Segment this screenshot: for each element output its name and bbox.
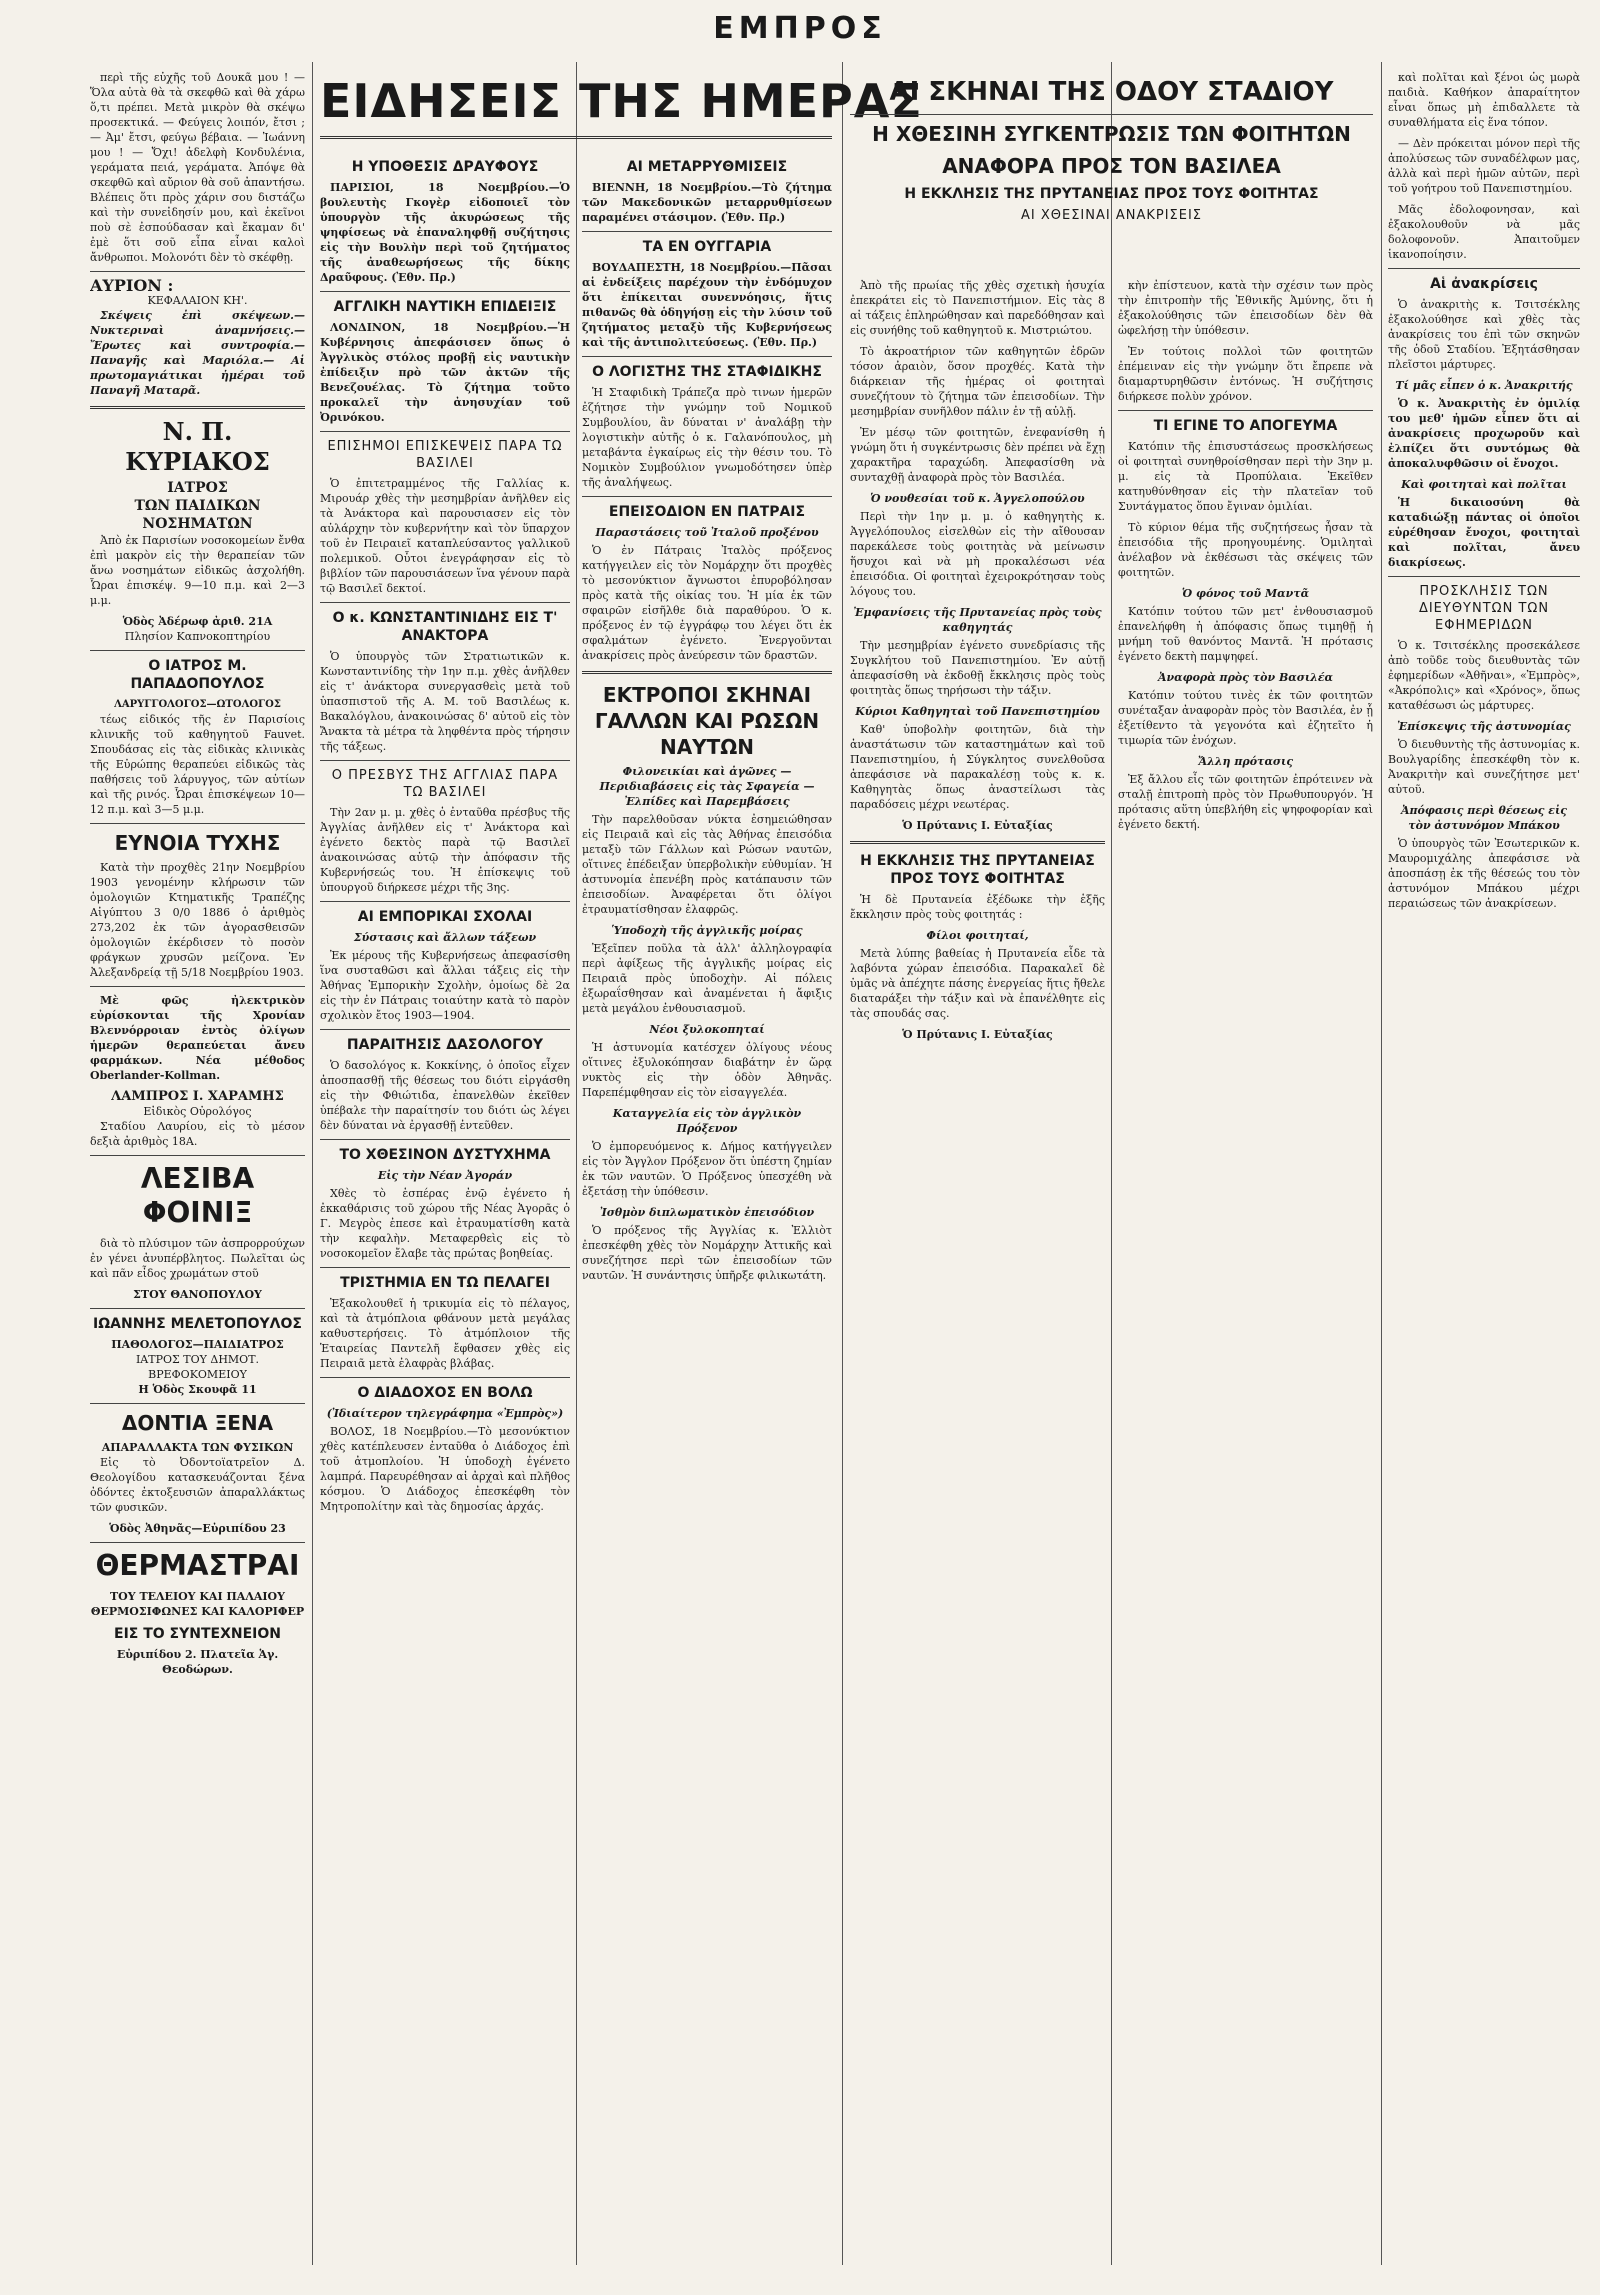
article-text: Ἡ ἀστυνομία κατέσχεν ὀλίγους νέους οἵτινες ἐξυλοκόπησαν διαβάτην ἐν ὥρᾳ νυκτὸς εἰς τὴν ὁδὸν Ἀθηνᾶς. Παρεπέμφθησαν εἰς τὸν εἰσαγγελέα. [582, 1041, 832, 1099]
article-title: ΠΑΡΑΙΤΗΣΙΣ ΔΑΣΟΛΟΓΟΥ [346, 1037, 544, 1053]
divider [320, 1377, 570, 1378]
ad-text: τέως εἰδικός τῆς ἐν Παρισίοις κλινικῆς τοῦ καθηγητοῦ Fauvet. Σπουδάσας εἰς τὰς εἰδικὰς κλινικὰς τῆς Εὐρώπης θεραπεύει εἰδικῶς τὰς παθήσεις τοῦ λάρυγγος, τῶν αὐτίων καὶ τῆς ρινός. Ὧραι ἐπισκέψεων 10—12 π.μ. καὶ 3—5 μ.μ. [90, 713, 305, 816]
article-title: ΕΠΙΣΗΜΟΙ ΕΠΙΣΚΕΨΕΙΣ ΠΑΡΑ ΤΩ ΒΑΣΙΛΕΙ [327, 439, 563, 471]
masthead-title: ΕΜΠΡΟΣ [713, 11, 887, 46]
divider [90, 406, 305, 409]
signature: Ὁ Πρύτανις Ι. Εὐταξίας [902, 1028, 1053, 1041]
divider [582, 671, 832, 674]
article-subheading: Νέοι ξυλοκοπηταί [649, 1023, 765, 1036]
divider [320, 901, 570, 902]
section-subtitle: Η ΧΘΕΣΙΝΗ ΣΥΓΚΕΝΤΡΩΣΙΣ ΤΩΝ ΦΟΙΤΗΤΩΝ [872, 122, 1351, 146]
article-subheading: Ὑποδοχὴ τῆς ἀγγλικῆς μοίρας [611, 924, 803, 937]
divider [1388, 576, 1580, 577]
article-text: Ὁ ἀνακριτὴς κ. Τσιτσέκλης ἐξακολούθησε καὶ χθὲς τὰς ἀνακρίσεις του ἐπὶ τῶν σκηνῶν τῆς ὁδοῦ Σταδίου. Ἐξητάσθησαν πλεῖστοι μάρτυρες. [1388, 298, 1580, 371]
article-text: Ὁ ἐπιτετραμμένος τῆς Γαλλίας κ. Μιρουάρ χθὲς τὴν μεσημβρίαν ἀνῆλθεν εἰς τὰ Ἀνάκτορα καὶ παρουσιασεν εἰς τὸν αὐλάρχην τὸν κυβερνήτην καὶ τὸν ὕπαρχον τοῦ ἐν Πειραιεῖ καταπλεύσαντος γαλλικοῦ πολεμικοῦ. Οὗτοι ἐνεγράφησαν εἰς τὸ βιβλίον τῶν παρουσιάσεων ἵνα γένουν παρὰ τῷ Βασιλεῖ δεκτοί. [320, 477, 570, 595]
article-text: Ὁ κ. Τσιτσέκλης προσεκάλεσε ἀπὸ τοῦδε τοὺς διευθυντὰς τῶν ἐφημερίδων «Ἀθῆναι», «Ἐμπρὸς», «Ἀκρόπολις» καὶ «Χρόνος», ὅπως καταθέσωσι ὡς μάρτυρες. [1388, 639, 1580, 712]
column-stadiou-2 [1118, 278, 1373, 2265]
article-text: Καθ' ὑποβολὴν φοιτητῶν, διὰ τὴν ἀναστάτωσιν τῶν καταστημάτων καὶ τοῦ Πανεπιστημίου, ἡ Σύγκλητος συνελθοῦσα ἀπεφάσισε νὰ παρακαλέσῃ τοὺς κ. κ. Καθηγητὰς ὅπως ἀναστείλωσι τὰς παραδόσεις μέχρι νεωτέρας. [850, 723, 1105, 811]
article-title: Η ΕΚΚΛΗΣΙΣ ΤΗΣ ΠΡΥΤΑΝΕΙΑΣ ΠΡΟΣ ΤΟΥΣ ΦΟΙΤΗΤΑΣ [860, 853, 1095, 887]
article-title: ΤΙ ΕΓΙΝΕ ΤΟ ΑΠΟΓΕΥΜΑ [1153, 418, 1338, 434]
article-text: Ἐξεῖπεν ποῦλα τὰ ἀλλ' ἀλληλογραφία περὶ ἀφίξεως τῆς ἀγγλικῆς μοίρας εἰς Πειραιᾶ πρὸς ὑποδοχὴν. Αἱ πόλεις ἐξωραΐσθησαν καὶ ἀναμένεται ἡ ἄφιξις μετὰ μεγάλου ἐνθουσιασμοῦ. [582, 942, 832, 1015]
ad-address: Ὁδὸς Ἀθηνᾶς—Εὐριπίδου 23 [109, 1522, 286, 1535]
ad-text: Εἰς τὸ Ὀδοντοϊατρεῖον Δ. Θεολογίδου κατασκευάζονται ξένα ὀδόντες ἐκτοξευσιῶν ἀπαραλλάκτως τῶν φυσικῶν. [90, 1456, 305, 1514]
article-title: Ο ΔΙΑΔΟΧΟΣ ΕΝ ΒΟΛΩ [357, 1385, 533, 1401]
ad-title: ΔΟΝΤΙΑ ΞΕΝΑ [121, 1411, 274, 1435]
article-text: Ἡ δὲ Πρυτανεία ἐξέδωκε τὴν ἑξῆς ἔκκλησιν πρὸς τοὺς φοιτητάς : [850, 893, 1105, 921]
divider [90, 986, 305, 987]
article-title: ΕΚΤΡΟΠΟΙ ΣΚΗΝΑΙ ΓΑΛΛΩΝ ΚΑΙ ΡΩΣΩΝ ΝΑΥΤΩΝ [594, 683, 820, 759]
signature: Ὁ Πρύτανις Ι. Εὐταξίας [902, 819, 1053, 832]
article-text: ΠΑΡΙΣΙΟΙ, 18 Νοεμβρίου.—Ὁ βουλευτὴς Γκογὲρ εἰδοποιεῖ τὸν ὑπουργὸν τῆς ἀκυρώσεως τῆς ψηφίσεως νὰ ἐπαναληφθῇ συζήτησις εἰς τὴν Βουλὴν περὶ τοῦ ζητήματος τῆς ἀναθεωρήσεως τῆς δίκης Δραῦφους. (Ἐθν. Πρ.) [320, 181, 570, 284]
column-rule [1111, 62, 1112, 2265]
article-subheading: Ἐπίσκεψις τῆς ἀστυνομίας [1397, 720, 1571, 733]
article-title: Η ΥΠΟΘΕΣΙΣ ΔΡΑΥΦΟΥΣ [351, 159, 539, 175]
column-rule [842, 62, 843, 2265]
article-subheading: Ἀναφορὰ πρὸς τὸν Βασιλέα [1157, 671, 1334, 684]
article-text: καὶ πολῖται καὶ ξένοι ὡς μωρὰ παιδιὰ. Καθήκον ἀπαραίτητον εἶναι ὅπως μὴ ἐπιδαλλετε τὰ συναθλήματα εἰς ἕνα τόπον. [1388, 71, 1580, 129]
chapter-label: ΚΕΦΑΛΑΙΟΝ ΚΗ'. [147, 294, 248, 307]
ad-meletopoulos [90, 1315, 305, 1397]
divider [320, 602, 570, 603]
article-text: Ὁ διευθυντὴς τῆς ἀστυνομίας κ. Βουλγαρίδης ἐπεσκέφθη τὸν κ. Ἀνακριτὴν καὶ συνεζήτησε μετ' αὐτοῦ. [1388, 738, 1580, 796]
divider [320, 136, 832, 139]
ad-lesiva [90, 1162, 305, 1302]
divider [320, 431, 570, 432]
divider [582, 356, 832, 357]
article-text: ΒΟΛΟΣ, 18 Νοεμβρίου.—Τὸ μεσονύκτιον χθὲς κατέπλευσεν ἐνταῦθα ὁ Διάδοχος ἐπὶ τοῦ ἀτμοπλοίου. Ἡ ὑποδοχὴ ἐγένετο λαμπρά. Παρευρέθησαν αἱ ἀρχαὶ καὶ πλῆθος κόσμου. Ὁ Διάδοχος ἐπεσκέφθη τὸν Μητροπολίτην καὶ τὰς δημοσίας ἀρχάς. [320, 1425, 570, 1513]
divider [90, 1403, 305, 1404]
stadiou-header [850, 70, 1373, 228]
divider [90, 271, 305, 272]
article-text: Περὶ τὴν 1ην μ. μ. ὁ καθηγητὴς κ. Ἀγγελόπουλος εἰσελθὼν εἰς τὴν αἴθουσαν παρεκάλεσε τοὺς φοιτητὰς νὰ μείνωσιν ἥσυχοι καὶ νὰ μὴ προκαλέσωσι νέα ἐπεισόδια. Οἱ φοιτηταὶ ἐχειροκρότησαν τοὺς λόγους του. [850, 510, 1105, 598]
lottery-article [90, 830, 305, 980]
article-text: Τὸ κύριον θέμα τῆς συζητήσεως ἦσαν τὰ ἐπεισόδια τῆς προηγουμένης. Ὁμιληταὶ ἀνέλαβον νὰ ἐκθέσωσι τὰς σκέψεις τῶν φοιτητῶν. [1118, 521, 1373, 579]
article-title: Ο ΛΟΓΙΣΤΗΣ ΤΗΣ ΣΤΑΦΙΔΙΚΗΣ [592, 364, 822, 380]
section-title: ΑΙ ΣΚΗΝΑΙ ΤΗΣ ΟΔΟΥ ΣΤΑΔΙΟΥ [889, 77, 1334, 107]
article-text: Ἀπὸ τῆς πρωίας τῆς χθὲς σχετικὴ ἡσυχία ἐπεκράτει εἰς τὸ Πανεπιστήμιον. Εἰς τὰς 8 αἱ τάξεις ἐπληρώθησαν καὶ παρεδόθησαν καὶ εἰς συνήθης τοῦ καθηγητοῦ κ. Μιστριώτου. [850, 279, 1105, 337]
ad-dontia [90, 1410, 305, 1536]
article-title: Αἱ ἀνακρίσεις [1430, 276, 1538, 292]
ad-subtitle-2: ΙΑΤΡΟΣ ΤΟΥ ΔΗΜΟΤ. ΒΡΕΦΟΚΟΜΕΙΟΥ [135, 1353, 260, 1381]
divider [90, 1155, 305, 1156]
article-subheading: Ὁ φόνος τοῦ Μαντᾶ [1181, 587, 1310, 600]
article-title: ΤΡΙΣΤΗΜΙΑ ΕΝ ΤΩ ΠΕΛΑΓΕΙ [340, 1275, 550, 1291]
article-text: ΛΟΝΔΙΝΟΝ, 18 Νοεμβρίου.—Ἡ Κυβέρνησις ἀπεφάσισεν ὅπως ὁ Ἀγγλικὸς στόλος προβῇ εἰς ναυτικὴν ἐπίδειξιν πρὸ τῶν ἀκτῶν τῆς Βενεζουέλας. Τὸ ζήτημα τοῦτο προκαλεῖ τὴν ἀνησυχίαν τοῦ Ὀρινόκου. [320, 321, 570, 424]
ad-title: ΛΕΣΙΒΑ ΦΟΙΝΙΞ [140, 1162, 255, 1229]
article-subheading: Ἰσθμὸν διπλωματικὸν ἐπεισόδιον [599, 1206, 815, 1219]
ad-subtitle-2: ΘΕΡΜΟΣΙΦΩΝΕΣ ΚΑΙ ΚΑΛΟΡΙΦΕΡ [90, 1605, 305, 1618]
article-subheading: Καταγγελία εἰς τὸν ἀγγλικὸν Πρόξενον [612, 1107, 802, 1135]
section-title: ΕΙΔΗΣΕΙΣ ΤΗΣ ΗΜΕΡΑΣ [320, 74, 923, 128]
column-news-1 [320, 152, 570, 2265]
ad-name: Ο ΙΑΤΡΟΣ Μ. ΠΑΠΑΔΟΠΟΥΛΟΣ [130, 658, 265, 692]
article-subheading: Ἐμφανίσεις τῆς Πρυτανείας πρὸς τοὺς καθηγητάς [853, 606, 1102, 634]
ad-kyriakos [90, 417, 305, 644]
article-text: ΒΟΥΔΑΠΕΣΤΗ, 18 Νοεμβρίου.—Πᾶσαι αἱ ἐνδείξεις παρέχουν τὴν ἐνδόμυχον ὅτι ἐπίκειται συνεννόησις, ἥτις πιθανῶς θὰ ὁδηγήσῃ εἰς τὴν λύσιν τοῦ ζητήματος μεταξὺ τῆς Κυβερνήσεως καὶ τῆς ἀντιπολιτεύσεως. (Ἐθν. Πρ.) [582, 261, 832, 349]
divider [90, 650, 305, 651]
divider [320, 291, 570, 292]
article-text: Ἐξακολουθεῖ ἡ τρικυμία εἰς τὸ πέλαγος, καὶ τὰ ἀτμόπλοια φθάνουν μετὰ μεγάλας καθυστερήσεις. Τὸ ἀτμόπλοιον τῆς Ἑταιρείας Παντελῆ ἔφθασεν χθὲς εἰς Πειραιᾶ μετὰ ἐλαφρὰς βλάβας. [320, 1297, 570, 1370]
serial-text: περὶ τῆς εὐχῆς τοῦ Δουκᾶ μου ! — Ὅλα αὐτὰ θὰ τὰ σκεφθῶ καὶ θὰ χάρω ὅ,τι πρέπει. Μετὰ μικρὸν θὰ σκέψω προσεκτικά. — Φεύγεις λοιπόν, ἔτσι ; — Ἀμ' ἔτσι, φεύγω βέβαια. — Ἰωάννη μου ! — Ὄχι! ἀδελφὴ Κονδυλένια, γεράματα πειά, γεράματα. Ἀπόψε θὰ σκεφθῶ καὶ αὔριον θὰ σοῦ ἀπαντήσω. Βλέπεις ὅτι πρὸς χάριν σου διστάζω καὶ τὴν συνεἰδησίν μου, καὶ ἐκεῖνοι ποὺ σὲ ἐσπούδασαν καὶ ἔκαμαν δι' ἐμὲ ὅτι σοῦ εἶπα εἶναι καλοὶ ἄνθρωποι. Μολονότι δὲν τὸ σκέφθῃ. [90, 71, 305, 264]
article-text: Ὁ ἐμπορευόμενος κ. Δήμος κατήγγειλεν εἰς τὸν Ἄγγλον Πρόξενον ὅτι ὑπέστη ζημίαν ἐκ τῶν ναυτῶν. Ὁ Πρόξενος ὑπεσχέθη νὰ ἐξετάσῃ τὴν ὑπόθεσιν. [582, 1140, 832, 1198]
column-stadiou-1 [850, 278, 1105, 2265]
article-text: Μετὰ λύπης βαθείας ἡ Πρυτανεία εἶδε τὰ λαβόντα χώραν ἐπεισόδια. Παρακαλεῖ δὲ ὑμᾶς νὰ ἀπέχητε πάσης ἐνεργείας ἥτις ἤθελε διαταράξει τὴν τάξιν καὶ νὰ ἐπανέλθητε εἰς τὰς σπουδάς σας. [850, 947, 1105, 1020]
article-text: Μᾶς ἐδολοφονησαν, καὶ ἐξακολουθοῦν νὰ μᾶς δολοφονοῦν. Ἀπαιτοῦμεν ἱκανοποίησιν. [1388, 203, 1580, 261]
divider [850, 114, 1373, 115]
article-title: Ο ΠΡΕΣΒΥΣ ΤΗΣ ΑΓΓΛΙΑΣ ΠΑΡΑ ΤΩ ΒΑΣΙΛΕΙ [331, 768, 559, 800]
article-text: Κατόπιν τῆς ἐπισυστάσεως προσκλήσεως οἱ φοιτηταὶ συνηθροίσθησαν περὶ τὴν 3ην μ. μ. εἰς τὰ Προπύλαια. Ἐκεῖθεν κατηυθύνθησαν εἰς τὴν πλατεῖαν τοῦ Συντάγματος ὅπου ἔγιναν ὁμιλίαι. [1118, 440, 1373, 513]
ad-address: Ὁδὸς Ἀδέρωφ ἀριθ. 21Α [122, 615, 273, 628]
article-text: Ὁ ὑπουργὸς τῶν Στρατιωτικῶν κ. Κωνσταντινίδης τὴν 1ην π.μ. χθὲς ἀνῆλθεν εἰς τ' ἀνάκτορα συνεργασθεὶς μετὰ τοῦ ὑπασπιστοῦ τῆς Α. Μ. τοῦ Βασιλέως κ. Βακαλόγλου, ἀνακοινώσας δ' αὐτοῦ εἰς τὸν Ἄνακτα τὰ μέτρα τὰ ληφθέντα πρὸς τήρησιν τῆς τάξεως. [320, 650, 570, 753]
ad-address: Η Ὁδὸς Σκουφᾶ 11 [138, 1383, 257, 1396]
ad-text: Μὲ φῶς ἠλεκτρικὸν εὐρίσκονται τῆς Χρονίαν Βλεννόρροιαν ἐντὸς ὀλίγων ἡμερῶν θεραπεύεται ἄνευ φαρμάκων. Νέα μέθοδος Oberlander-Kollman. [90, 994, 305, 1082]
article-text: Χθὲς τὸ ἑσπέρας ἐνῷ ἐγένετο ἡ ἐκκαθάρισις τοῦ χώρου τῆς Νέας Ἀγορᾶς ὁ Γ. Μεγρὸς ἐπεσε καὶ ἐτραυματίσθη κατὰ τὴν κεφαλὴν. Μεταφερθεὶς εἰς τὸ νοσοκομεῖον ἔλαβε τὰς πρώτας βοηθείας. [320, 1187, 570, 1260]
divider [582, 496, 832, 497]
column-rule [1381, 62, 1382, 2265]
ad-subtitle: ΤΩΝ ΠΑΙΔΙΚΩΝ ΝΟΣΗΜΑΤΩΝ [134, 498, 261, 532]
divider [320, 1139, 570, 1140]
divider [320, 760, 570, 761]
divider [320, 1029, 570, 1030]
article-subheading: Τί μᾶς εἶπεν ὁ κ. Ἀνακριτής [1395, 379, 1573, 392]
article-text: Ἡ Σταφιδικὴ Τράπεζα πρὸ τινων ἡμερῶν ἐζήτησε τὴν γνώμην τοῦ Νομικοῦ Συμβουλίου, ἂν δύναται ν' ἀναλάβῃ τὴν λογιστικὴν αὐτῆς ὁ κ. Γαλανόπουλος, μὴ μεταβάντα ἐγκαίρως εἰς τὴν θέσιν του. Τὸ Νομικὸν Συμβούλιον γνωμοδότησεν ὑπὲρ τῆς ἀναλήψεως. [582, 386, 832, 489]
article-text: Ὁ κ. Ἀνακριτὴς ἐν ὁμιλίᾳ του μεθ' ἡμῶν εἶπεν ὅτι αἱ ἀνακρίσεις προχωροῦν καὶ ἐλπίζει ὅτι συντόμως θὰ ἀποκαλυφθῶσιν οἱ ἔνοχοι. [1388, 397, 1580, 470]
article-subtitle: Φιλονεικίαι καὶ ἀγῶνες — Περιδιαβάσεις εἰς τὰς Σφαγεία — Ἐλπίδες καὶ Παρεμβάσεις [599, 765, 815, 808]
article-title: Ο κ. ΚΩΝΣΤΑΝΤΙΝΙΔΗΣ ΕΙΣ Τ' ΑΝΑΚΤΟΡΑ [332, 610, 558, 644]
ad-subtitle: ΤΟΥ ΤΕΛΕΙΟΥ ΚΑΙ ΠΑΛΑΙΟΥ [110, 1590, 285, 1603]
article-subheading: Κύριοι Καθηγηταὶ τοῦ Πανεπιστημίου [855, 705, 1100, 718]
ad-papadopoulos [90, 657, 305, 817]
article-subtitle: (Ἰδιαίτερον τηλεγράφημα «Ἐμπρὸς») [326, 1407, 564, 1420]
ad-subtitle: ΑΠΑΡΑΛΛΑΚΤΑ ΤΩΝ ΦΥΣΙΚΩΝ [101, 1441, 294, 1454]
article-text: — Δὲν πρόκειται μόνον περὶ τῆς ἀπολύσεως τῶν συναδέλφων μας, ἀλλὰ καὶ περὶ ἡμῶν αὐτῶν, περὶ τοῦ γοήτρου τοῦ Πανεπιστημίου. [1388, 137, 1580, 195]
divider [1388, 268, 1580, 269]
ad-address: Εὐριπίδου 2. Πλατεῖα Ἁγ. Θεοδώρων. [116, 1648, 279, 1676]
article-subtitle: Εἰς τὴν Νέαν Ἀγοράν [377, 1169, 513, 1182]
section-subtitle: ΑΝΑΦΟΡΑ ΠΡΟΣ ΤΟΝ ΒΑΣΙΛΕΑ [942, 154, 1281, 178]
ad-text: διὰ τὸ πλύσιμον τῶν ἀσπρορρούχων ἐν γένει ἀνυπέρβλητος. Πωλεῖται ὡς καὶ πᾶν εἶδος χρωμάτων στοῦ [90, 1237, 305, 1280]
ad-title: ΘΕΡΜΑΣΤΡΑΙ [95, 1549, 300, 1582]
article-text: Ἐν μέσῳ τῶν φοιτητῶν, ἐνεφανίσθη ἡ γνώμη ὅτι ἡ συγκέντρωσις δὲν πρέπει νὰ ἔχῃ χαρακτῆρα ταραχώδη. Ἀπεφασίσθη νὰ συνταχθῇ ἀναφορὰ πρὸς τὸν Βασιλέα. [850, 426, 1105, 484]
article-subheading: Καὶ φοιτηταὶ καὶ πολῖται [1401, 478, 1567, 491]
article-title: ΕΠΕΙΣΟΔΙΟΝ ΕΝ ΠΑΤΡΑΙΣ [608, 504, 806, 520]
divider [90, 823, 305, 824]
article-text: Ὁ δασολόγος κ. Κοκκίνης, ὁ ὁποῖος εἶχεν ἀποσπασθῇ τῆς θέσεως του διότι εἰργάσθη εἰς τὴν Φθιώτιδα, ἐπανελθὼν ἐκεῖθεν ὑπέβαλε τὴν παραίτησίν του διότι ὡς λέγει δὲν δύναται νὰ ἐργασθῇ ἐντεῦθεν. [320, 1059, 570, 1132]
ad-subtitle: ΛΑΡΥΓΓΟΛΟΓΟΣ—ΩΤΟΛΟΓΟΣ [114, 699, 281, 710]
ad-address-note: Πλησίον Καπνοκοπτηρίου [124, 630, 271, 643]
article-subheading: Φίλοι φοιτηταί, [926, 929, 1029, 942]
ad-name: ΙΩΑΝΝΗΣ ΜΕΛΕΤΟΠΟΥΛΟΣ [93, 1316, 302, 1332]
divider [320, 1267, 570, 1268]
article-text: Τὴν παρελθοῦσαν νύκτα ἐσημειώθησαν εἰς Πειραιᾶ καὶ εἰς τὰς Ἀθήνας ἐπεισόδια μεταξὺ τῶν Γάλλων καὶ Ρώσων ναυτῶν, οἵτινες ἐπέδειξαν ὑπερβολικὴν εὐθυμίαν. Ἡ ἀστυνομία ἐπενέβη πρὸς κατάπαυσιν τῶν ἐπεισοδίων. Ἀναφέρεται ὅτι ὀλίγοι ἐτραυματίσθησαν ἐλαφρῶς. [582, 813, 832, 916]
article-title: ΤΟ ΧΘΕΣΙΝΟΝ ΔΥΣΤΥΧΗΜΑ [339, 1147, 551, 1163]
article-subheading: Ἀπόφασις περὶ θέσεως εἰς τὸν ἀστυνόμον Μπάκου [1400, 804, 1568, 832]
divider [90, 1308, 305, 1309]
ad-shop: ΕΙΣ ΤΟ ΣΥΝΤΕΧΝΕΙΟΝ [114, 1626, 281, 1642]
article-text: Ὁ ἐν Πάτραις Ἰταλὸς πρόξενος κατήγγειλεν εἰς τὸν Νομάρχην ὅτι προχθὲς τὸ μεσονύκτιον ἄγνωστοι ἐπυροβόλησαν πρὸς κατὰ τῆς οἰκίας του. Ἡ μία ἐκ τῶν σφαιρῶν εἰσῆλθε διὰ παραθύρου. Ὁ κ. πρόξενος ἐν τῷ ἐγγράφῳ του λέγει ὅτι ἐκ σφαλμάτων ἐγένετο. Ἐνεργοῦνται ἀνακρίσεις πρὸς ἀνεύρεσιν τῶν δραστῶν. [582, 544, 832, 662]
column-serial-ads [90, 70, 305, 2265]
ad-charamis [90, 993, 305, 1149]
article-text: Ἐν τούτοις πολλοὶ τῶν φοιτητῶν ἐπέμειναν εἰς τὴν γνώμην ὅτι ἔπρεπε νὰ διαμαρτυρηθῶσιν ἐντόνως. Ἡ συζήτησις διήρκεσε πολὺν χρόνον. [1118, 345, 1373, 403]
ad-subtitle: Εἰδικὸς Οὐρολόγος [143, 1105, 252, 1118]
ad-address: Σταδίου Λαυρίου, εἰς τὸ μέσον δεξιὰ ἀριθμὸς 18Α. [90, 1120, 305, 1148]
article-text: Ὁ ὑπουργὸς τῶν Ἐσωτερικῶν κ. Μαυρομιχάλης ἀπεφάσισε νὰ ἀποσπάσῃ ἐκ τῆς θέσεώς του τὸν ἀστυνόμον Μπάκου μέχρι περαιώσεως τῶν ἀνακρίσεων. [1388, 837, 1580, 910]
column-news-2 [582, 152, 832, 2265]
article-subheading: Ὁ νουθεσίαι τοῦ κ. Ἀγγελοπούλου [870, 492, 1085, 505]
ad-shop: ΣΤΟΥ ΘΑΝΟΠΟΥΛΟΥ [133, 1288, 262, 1301]
ad-name: ΛΑΜΠΡΟΣ Ι. ΧΑΡΑΜΗΣ [111, 1089, 284, 1104]
article-text: Ἐξ ἄλλου εἷς τῶν φοιτητῶν ἐπρότεινεν νὰ σταλῇ ἐπιτροπὴ πρὸς τὸν Πρωθυπουργόν. Ἡ πρότασις αὕτη ὑπεβλήθη εἰς ψηφοφορίαν καὶ ἐγένετο δεκτή. [1118, 773, 1373, 831]
article-title: ΑΙ ΜΕΤΑΡΡΥΘΜΙΣΕΙΣ [626, 159, 788, 175]
column-investigations [1388, 70, 1580, 2265]
article-title: ΕΥΝΟΙΑ ΤΥΧΗΣ [114, 831, 281, 855]
article-text: Ἡ δικαιοσύνη θὰ καταδιώξῃ πάντας οἱ ὁποῖοι εὑρέθησαν ἔνοχοι, φοιτηταὶ καὶ πολῖται, ἄνευ διακρίσεως. [1388, 496, 1580, 569]
section-subtitle: ΑΙ ΧΘΕΣΙΝΑΙ ΑΝΑΚΡΙΣΕΙΣ [1020, 208, 1203, 223]
tomorrow-summary: Σκέψεις ἐπὶ σκέψεων.— Νυκτεριναὶ ἀναμνήσεις.— Ἔρωτες καὶ συντροφία.— Παναγῆς καὶ Μαριόλα.— Αἱ πρωτομαγιάτικαι ἡμέραι τοῦ Παναγῆ Ματαρᾶ. [90, 309, 305, 397]
article-text: Τὴν 2αν μ. μ. χθὲς ὁ ἐνταῦθα πρέσβυς τῆς Ἀγγλίας ἀνῆλθεν εἰς τ' Ἀνάκτορα καὶ ἐγένετο δεκτὸς παρὰ τῷ Βασιλεῖ ἀνακοινώσας αὐτῷ τὴν ἀπόφασιν τῆς Κυβερνήσεώς του. Ἡ ἐπίσκεψις τοῦ ὑπουργοῦ διήρκεσε μέχρι τῆς 3ης. [320, 806, 570, 894]
divider [582, 231, 832, 232]
article-title: ΠΡΟΣΚΛΗΣΙΣ ΤΩΝ ΔΙΕΥΘΥΝΤΩΝ ΤΩΝ ΕΦΗΜΕΡΙΔΩΝ [1418, 584, 1550, 633]
ad-title: ΙΑΤΡΟΣ [167, 480, 228, 496]
article-text: Τὸ ἀκροατήριον τῶν καθηγητῶν ἐδρῶν τόσον ἀραιὸν, ὅσον προχθές. Κατὰ τὴν διάρκειαν τῆς ἡμέρας οἱ φοιτηταὶ συνεζήτουν τὸ ζήτημα τῶν ἐπεισοδίων. Τὴν μεσημβρίαν συνῆλθον πάλιν ἐν τῇ αὐλῇ. [850, 345, 1105, 418]
article-subtitle: Παραστάσεις τοῦ Ἰταλοῦ προξένου [595, 526, 819, 539]
ad-subtitle: ΠΑΘΟΛΟΓΟΣ—ΠΑΙΔΙΑΤΡΟΣ [111, 1338, 284, 1351]
ad-thermastrai [90, 1549, 305, 1677]
article-title: ΤΑ ΕΝ ΟΥΓΓΑΡΙΑ [642, 239, 772, 255]
article-text: κὴν ἐπίστευον, κατὰ τὴν σχέσιν των πρὸς τὴν ἐπιτροπὴν τῆς Ἐθνικῆς Ἀμύνης, ὅτι ἡ ἐξακολούθησις τῶν ἐπεισοδίων δὲν θὰ ὠφελήσῃ τὴν ὑπόθεσιν. [1118, 279, 1373, 337]
divider [90, 1542, 305, 1543]
section-subtitle: Η ΕΚΚΛΗΣΙΣ ΤΗΣ ΠΡΥΤΑΝΕΙΑΣ ΠΡΟΣ ΤΟΥΣ ΦΟΙΤΗΤΑΣ [904, 186, 1319, 202]
article-text: Κατόπιν τούτου τινὲς ἐκ τῶν φοιτητῶν συνέταξαν ἀναφορὰν πρὸς τὸν Βασιλέα, ἐν ᾗ ἐξετίθεντο τὰ γεγονότα καὶ ἐζητεῖτο ἡ τιμωρία τῶν ἐνόχων. [1118, 689, 1373, 747]
article-text: Τὴν μεσημβρίαν ἐγένετο συνεδρίασις τῆς Συγκλήτου τοῦ Πανεπιστημίου. Ἐν αὐτῇ ἀπεφασίσθη νὰ ἐκδοθῇ ἔκκλησις πρὸς τοὺς φοιτητὰς ὅπως τηρήσωσι τὴν τάξιν. [850, 639, 1105, 697]
divider [1118, 410, 1373, 411]
article-title: ΑΙ ΕΜΠΟΡΙΚΑΙ ΣΧΟΛΑΙ [357, 909, 533, 925]
news-header [320, 70, 923, 147]
article-text: ΒΙΕΝΝΗ, 18 Νοεμβρίου.—Τὸ ζήτημα τῶν Μακεδονικῶν μεταρρυθμίσεων παραμένει στάσιμον. (Ἐθν. Πρ.) [582, 181, 832, 224]
article-text: Κατὰ τὴν προχθὲς 21ην Νοεμβρίου 1903 γενομένην κλήρωσιν τῶν ὁμολογιῶν Κτηματικῆς Τραπέζης Αἰγύπτου 3 0/0 1886 ὁ ἀριθμὸς 273,202 ἐκ τῶν ἀγορασθεισῶν ὁμολογιῶν ἐκέρδισεν τὸ ποσὸν φράγκων χρυσῶν μείζονα. Ἐν Ἀλεξανδρείᾳ τῇ 5/18 Νοεμβρίου 1903. [90, 861, 305, 979]
ad-text: Ἀπὸ ἐκ Παρισίων νοσοκομείων ἔνθα ἐπὶ μακρὸν εἰς τὴν θεραπείαν τῶν ἄνω νοσημάτων εἰδικῶς ἀσχολήθη. Ὧραι ἐπισκέψ. 9—10 π.μ. καὶ 2—3 μ.μ. [90, 534, 305, 607]
article-title: ΑΓΓΛΙΚΗ ΝΑΥΤΙΚΗ ΕΠΙΔΕΙΞΙΣ [333, 299, 557, 315]
article-text: Ὁ πρόξενος τῆς Ἀγγλίας κ. Ἐλλιὸτ ἐπεσκέφθη χθὲς τὸν Νομάρχην Ἀττικῆς καὶ συνεζήτησε περὶ τῶν ἐπεισοδίων τῶν ναυτῶν. Ἡ συνάντησις ὑπῆρξε φιλικωτάτη. [582, 1224, 832, 1282]
ad-name: Ν. Π. ΚΥΡΙΑΚΟΣ [125, 417, 270, 476]
column-rule [576, 62, 577, 2265]
tomorrow-heading: ΑΥΡΙΟΝ : [90, 276, 174, 295]
masthead [0, 0, 1600, 58]
divider [850, 841, 1105, 844]
article-text: Κατόπιν τούτου τῶν μετ' ἐνθουσιασμοῦ ἐπανελήφθη ἡ ἀπόφασις ὅπως τιμηθῇ ἡ μνήμη τοῦ θανόντος Μαντᾶ. Ἡ πρότασις ἐγένετο δεκτὴ παμψηφεί. [1118, 605, 1373, 663]
article-text: Ἐκ μέρους τῆς Κυβερνήσεως ἀπεφασίσθη ἵνα συσταθῶσι καὶ ἄλλαι τάξεις εἰς τὴν Ἀθήνας Ἐμπορικὴν Σχολὴν, ὁμοίως δὲ 2α εἰς τὴν ἐν Πάτραις τοιαύτην κατὰ τὸ παρὸν σχολικὸν ἔτος 1903—1904. [320, 949, 570, 1022]
column-rule [312, 62, 313, 2265]
article-subheading: Ἄλλη πρότασις [1197, 755, 1294, 768]
article-subtitle: Σύστασις καὶ ἄλλων τάξεων [353, 931, 537, 944]
